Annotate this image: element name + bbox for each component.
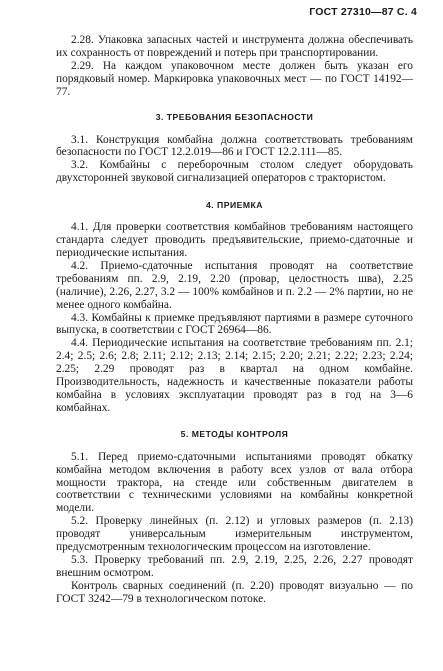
paragraph-4-3: 4.3. Комбайны к приемке предъявляют партиями в размере суточного выпуска, в соответствии с ГОСТ 26964—86. [56,311,413,337]
section-heading-methods: 5. МЕТОДЫ КОНТРОЛЯ [180,428,289,439]
paragraph-4-4: 4.4. Периодические испытания на соответствие требованиям пп. 2.1; 2.4; 2.5; 2.6; 2.8; 2.11; 2.12; 2.13; 2.14; 2.15; 2.20; 2.21; 2.22; 2.23; 2.24; 2.25; 2.29 проводят раз в квартал на одном комбайне. Производительность, надежность и качественные показатели работы комбайна в условиях эксплуатации проводят раз в год на 3—6 комбайнах. [56,337,413,414]
paragraph-2-28: 2.28. Упаковка запасных частей и инструмента должна обеспечивать их сохранность от повреждений и потерь при транспортировании. [56,34,413,59]
paragraph-2-29: 2.29. На каждом упаковочном месте должен быть указан его порядковый номер. Маркировка упаковочных мест — по ГОСТ 14192—77. [56,59,413,98]
page-content [56,34,413,606]
paragraph-4-1: 4.1. Для проверки соответствия комбайнов требованиям настоящего стандарта следует проводить предъявительские, приемо-сдаточные и периодические испытания. [56,221,413,259]
paragraph-5-1: 5.1. Перед приемо-сдаточными испытаниями проводят обкатку комбайна методом включения в работу всех узлов от вала отбора мощности трактора, на стенде или собственным двигателем в соответствии с техническими условиями на комбайны конкретной модели. [56,450,413,515]
paragraph-5-3: 5.3. Проверку требований пп. 2.9, 2.19, 2.25, 2.26, 2.27 проводят внешним осмотром. [56,554,413,579]
paragraph-4-2: 4.2. Приемо-сдаточные испытания проводят на соответствие требованиям пп. 2.9, 2.19, 2.20 (провар, целостность шва), 2.25 (наличие), 2.26, 2.27, 3.2 — 100% комбайнов и п. 2.2 — 2% партии, но не менее одного комбайна. [56,259,413,311]
section-heading-safety: 3. ТРЕБОВАНИЯ БЕЗОПАСНОСТИ [155,111,314,122]
paragraph-5-2: 5.2. Проверку линейных (п. 2.12) и угловых размеров (п. 2.13) проводят универсальным измерительным инструментом, предусмотренным технологическим процессом на изготовление. [56,515,413,554]
paragraph-3-2: 3.2. Комбайны с переборочным столом следует оборудовать двухсторонней звуковой сигнализацией операторов с трактористом. [56,159,413,185]
paragraph-weld-control: Контроль сварных соединений (п. 2.20) проводят визуально — по ГОСТ 3242—79 в технологическом потоке. [56,579,413,605]
section-heading-acceptance: 4. ПРИЕМКА [206,200,263,211]
running-header: ГОСТ 27310—87 С. 4 [309,6,417,18]
paragraph-3-1: 3.1. Конструкция комбайна должна соответствовать требованиям безопасности по ГОСТ 12.2.019—86 и ГОСТ 12.2.111—85. [56,133,413,159]
